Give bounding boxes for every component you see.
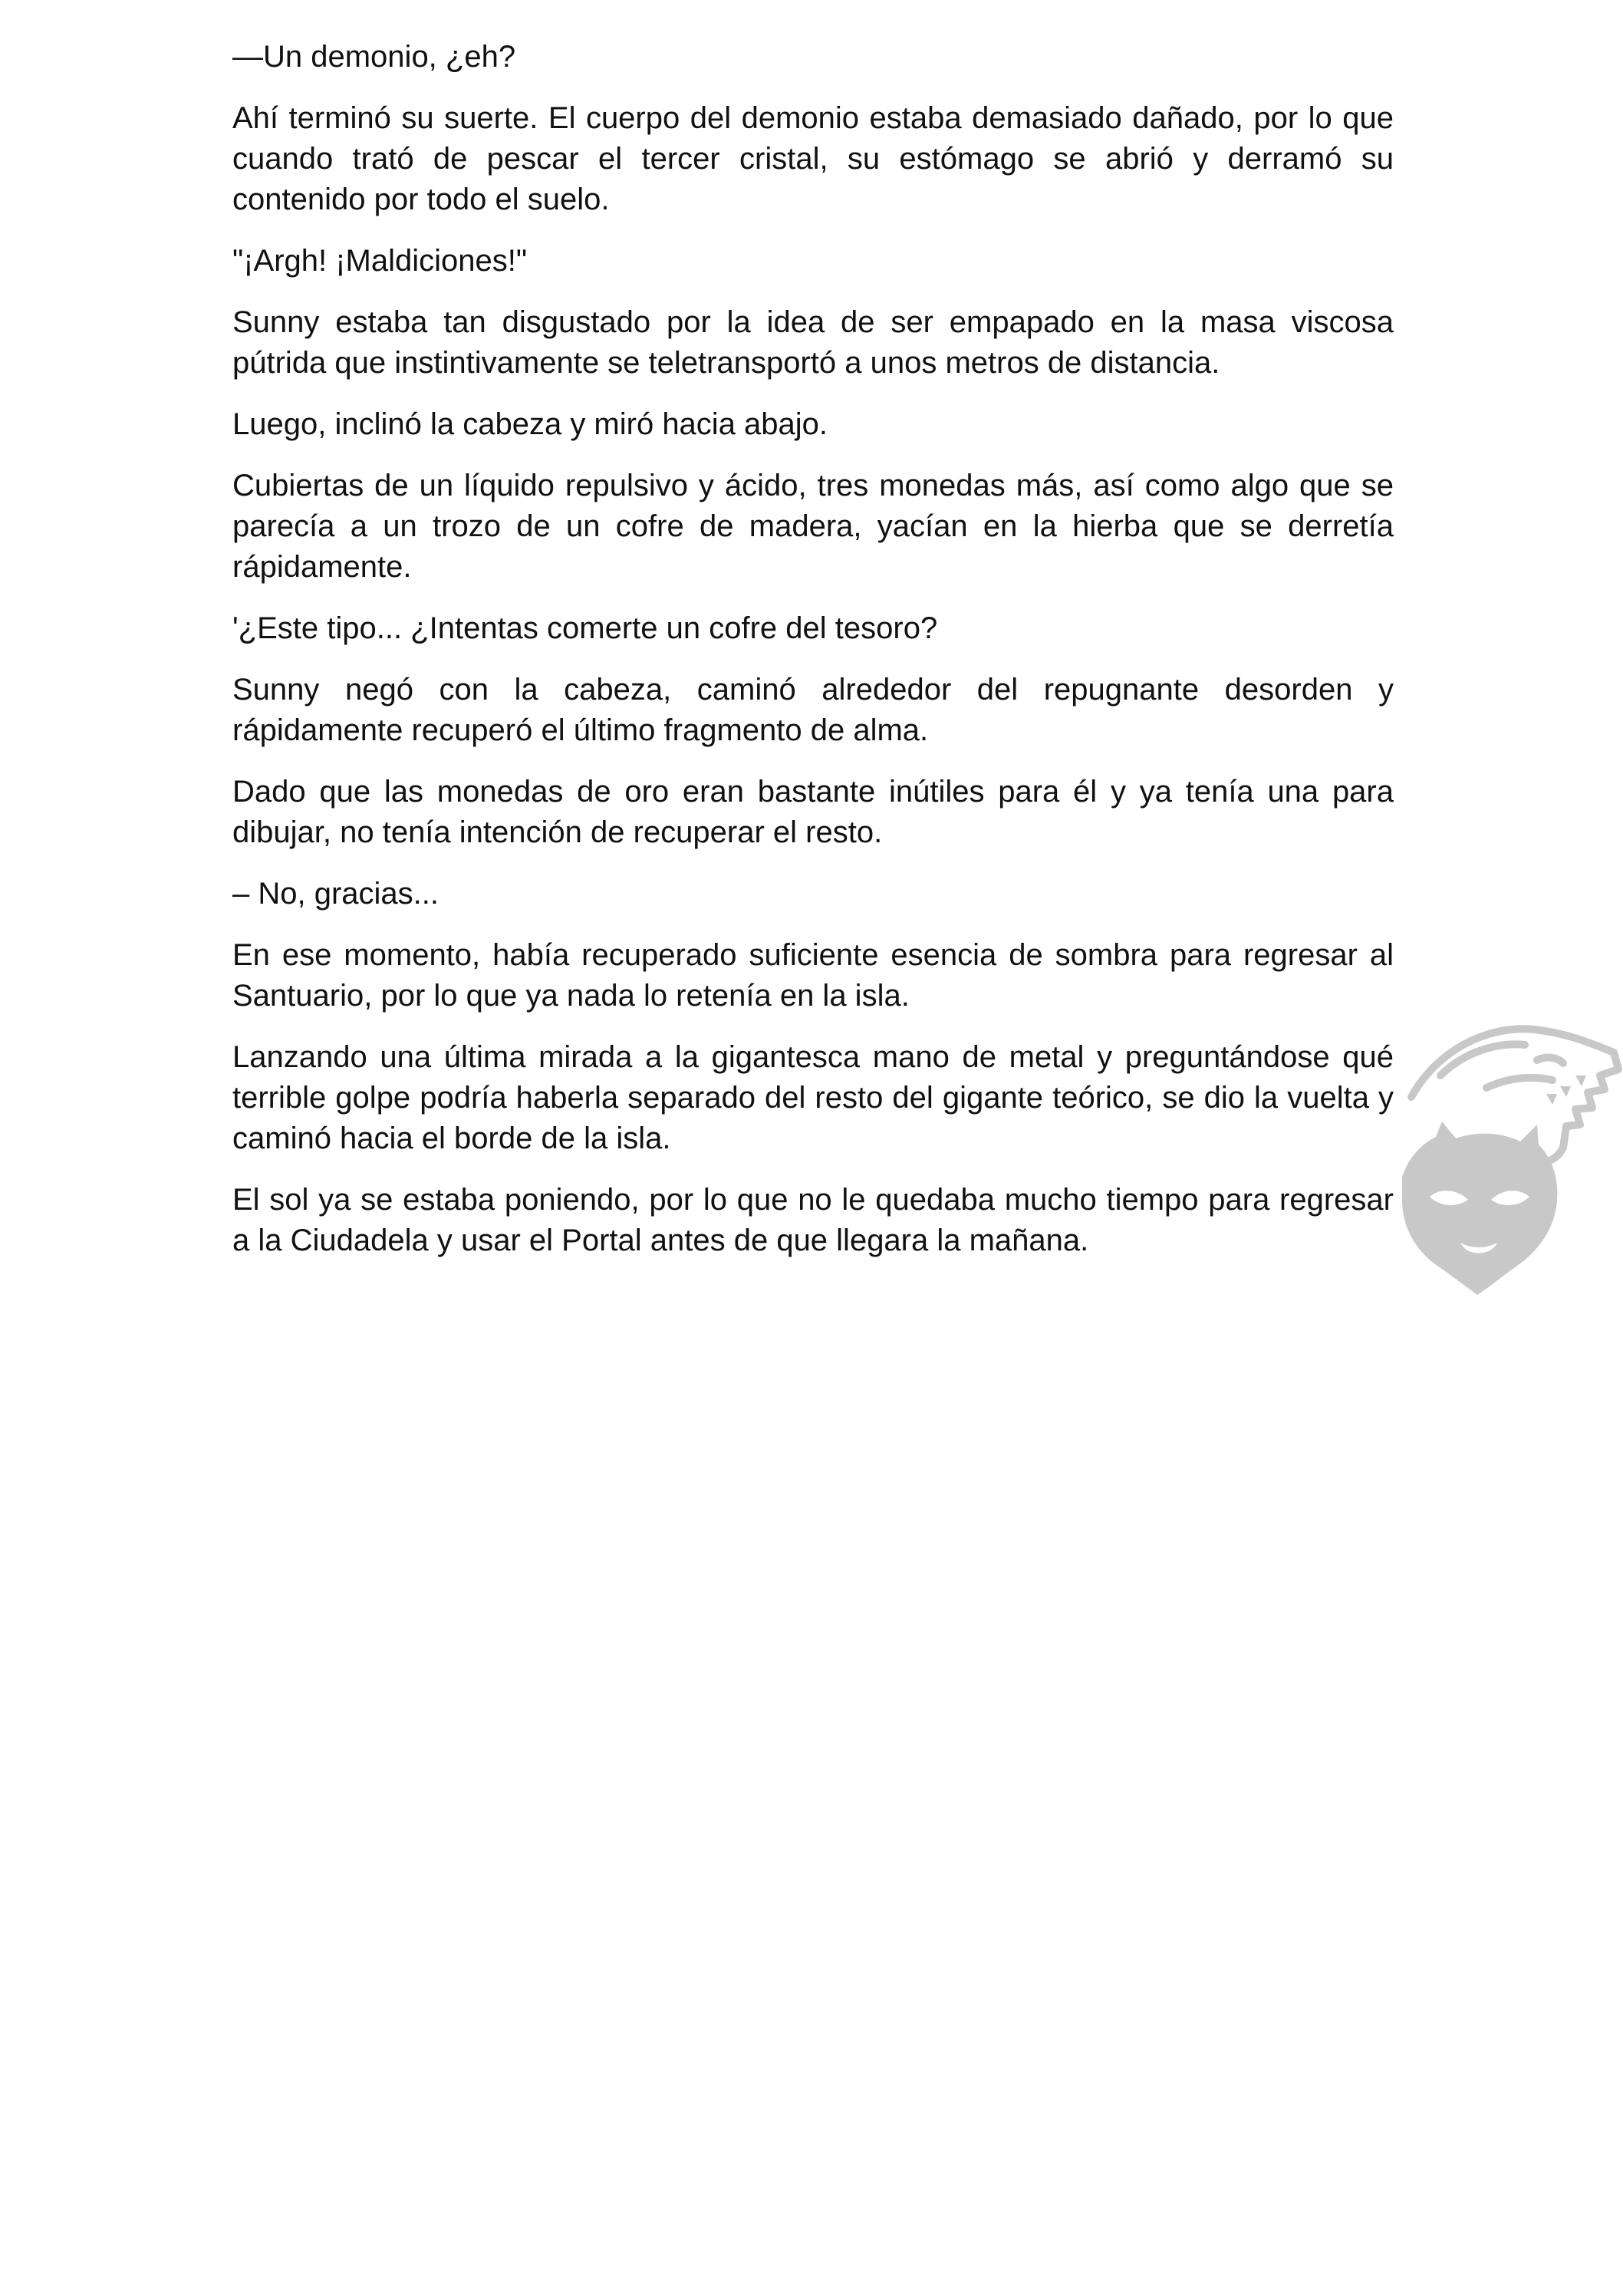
- paragraph: "¡Argh! ¡Maldiciones!": [232, 244, 528, 278]
- paragraph: Ahí terminó su suerte. El cuerpo del demonio estaba demasiado dañado, por lo que cuando trató de pescar el tercer cristal, su estómago se abrió y derramó su contenido por todo el suelo.: [232, 101, 1394, 216]
- paragraph: —Un demonio, ¿eh?: [232, 40, 516, 74]
- document-body: [232, 37, 1394, 1282]
- paragraph: Luego, inclinó la cabeza y miró hacia abajo.: [232, 407, 828, 441]
- paragraph: Cubiertas de un líquido repulsivo y ácido, tres monedas más, así como algo que se parecía a un trozo de un cofre de madera, yacían en la hierba que se derretía rápidamente.: [232, 469, 1394, 584]
- paragraph: En ese momento, había recuperado suficiente esencia de sombra para regresar al Santuario, por lo que ya nada lo retenía en la isla.: [232, 938, 1394, 1013]
- paragraph: Sunny negó con la cabeza, caminó alrededor del repugnante desorden y rápidamente recuperó el último fragmento de alma.: [232, 673, 1394, 747]
- paragraph: Lanzando una última mirada a la gigantesca mano de metal y preguntándose qué terrible golpe podría haberla separado del resto del gigante teórico, se dio la vuelta y caminó hacia el borde de la isla.: [232, 1040, 1394, 1155]
- paragraph: Dado que las monedas de oro eran bastante inútiles para él y ya tenía una para dibujar, no tenía intención de recuperar el resto.: [232, 775, 1394, 849]
- paragraph: – No, gracias...: [232, 877, 439, 911]
- paragraph: Sunny estaba tan disgustado por la idea de ser empapado en la masa viscosa pútrida que instintivamente se teletransportó a unos metros de distancia.: [232, 305, 1394, 380]
- paragraph: '¿Este tipo... ¿Intentas comerte un cofre del tesoro?: [232, 611, 938, 645]
- dinosaur-devil-mask-watermark-icon: [1394, 996, 1623, 1296]
- paragraph: El sol ya se estaba poniendo, por lo que no le quedaba mucho tiempo para regresar a la Ciudadela y usar el Portal antes de que llegara la mañana.: [232, 1183, 1394, 1257]
